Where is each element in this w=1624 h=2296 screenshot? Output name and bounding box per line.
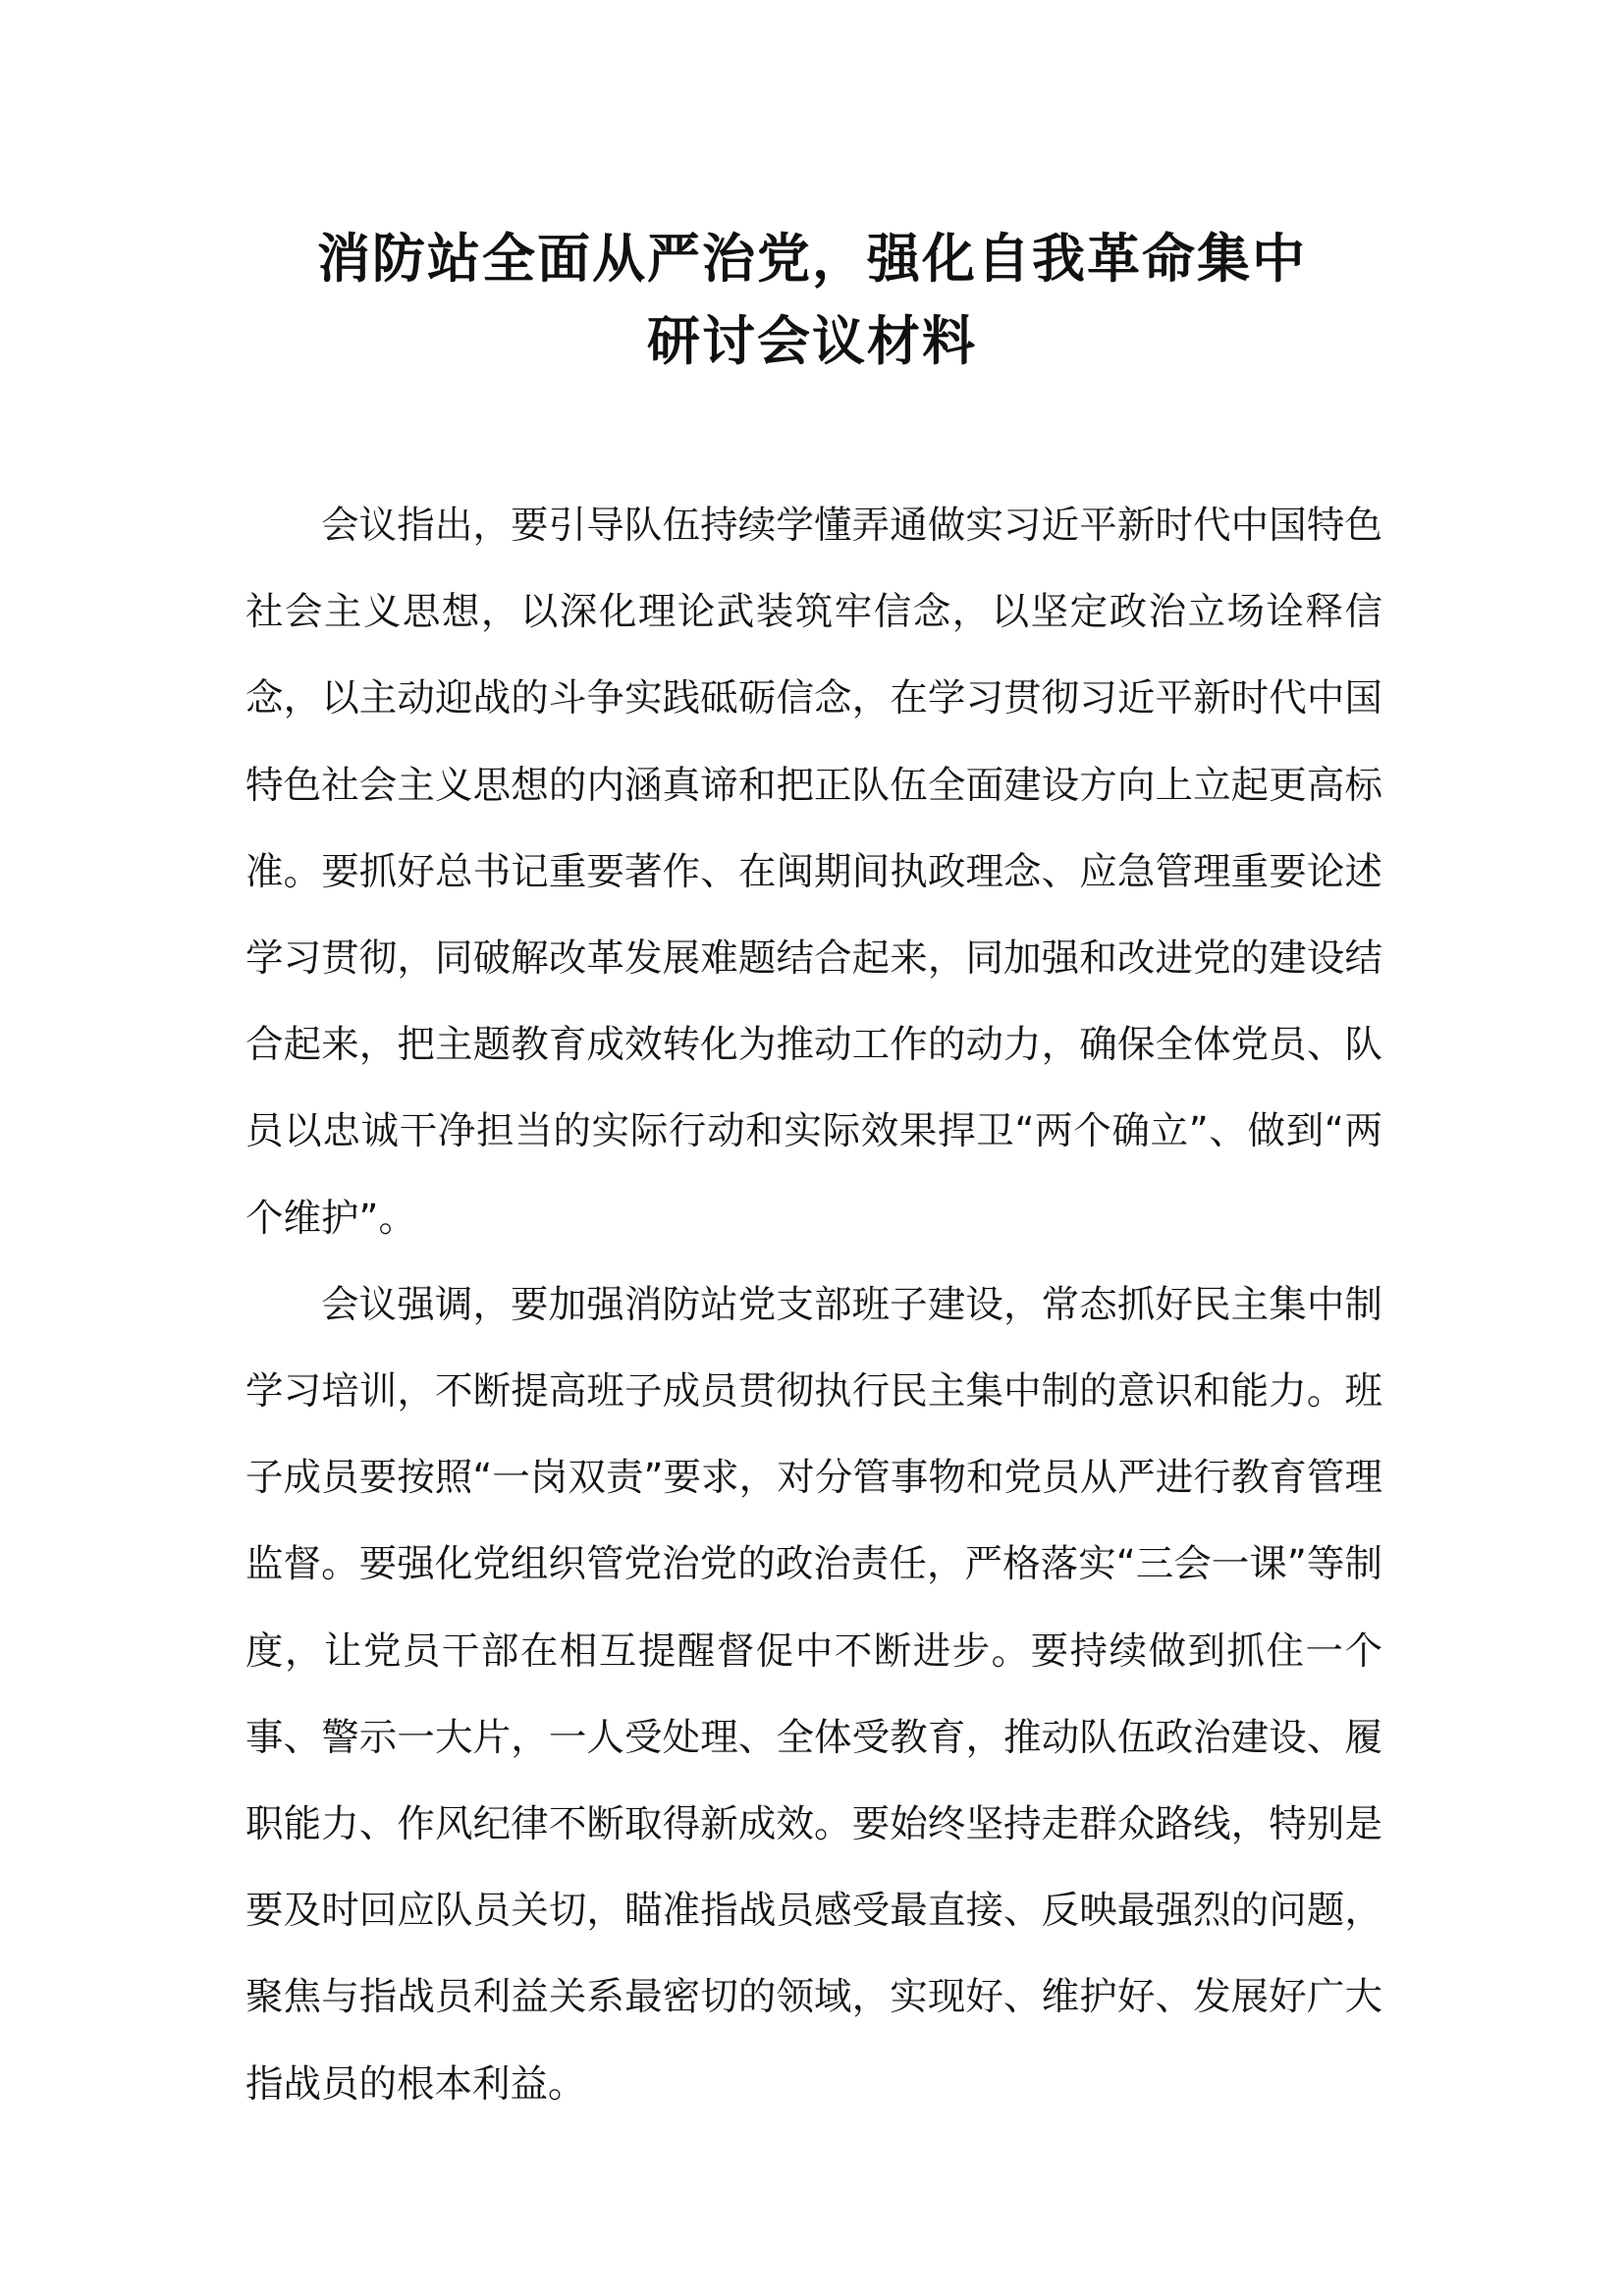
document-body [245, 483, 1382, 2128]
paragraph-meeting-emphasis: 会议强调，要加强消防站党支部班子建设，常态抓好民主集中制学习培训，不断提高班子成员贯彻执行民主集中制的意识和能力。班子成员要按照“一岗双责”要求，对分管事物和党员从严进行教育管理监督。要强化党组织管党治党的政治责任，严格落实“三会一课”等制度，让党员干部在相互提醒督促中不断进步。要持续做到抓住一个事、警示一大片，一人受处理、全体受教育，推动队伍政治建设、履职能力、作风纪律不断取得新成效。要始终坚持走群众路线，特别是要及时回应队员关切，瞄准指战员感受最直接、反映最强烈的问题，聚焦与指战员利益关系最密切的领域，实现好、维护好、发展好广大指战员的根本利益。 [245, 1282, 1382, 2107]
title-line-2: 研讨会议材料 [647, 310, 977, 372]
title-line-1: 消防站全面从严治党，强化自我革命集中 [317, 228, 1307, 290]
document-title [245, 218, 1379, 383]
paragraph-meeting-points: 会议指出，要引导队伍持续学懂弄通做实习近平新时代中国特色社会主义思想，以深化理论武装筑牢信念，以坚定政治立场诠释信念，以主动迎战的斗争实践砥砺信念，在学习贯彻习近平新时代中国特色社会主义思想的内涵真谛和把正队伍全面建设方向上立起更高标准。要抓好总书记重要著作、在闽期间执政理念、应急管理重要论述学习贯彻，同破解改革发展难题结合起来，同加强和改进党的建设结合起来，把主题教育成效转化为推动工作的动力，确保全体党员、队员以忠诚干净担当的实际行动和实际效果捍卫“两个确立”、做到“两个维护”。 [245, 504, 1382, 1241]
